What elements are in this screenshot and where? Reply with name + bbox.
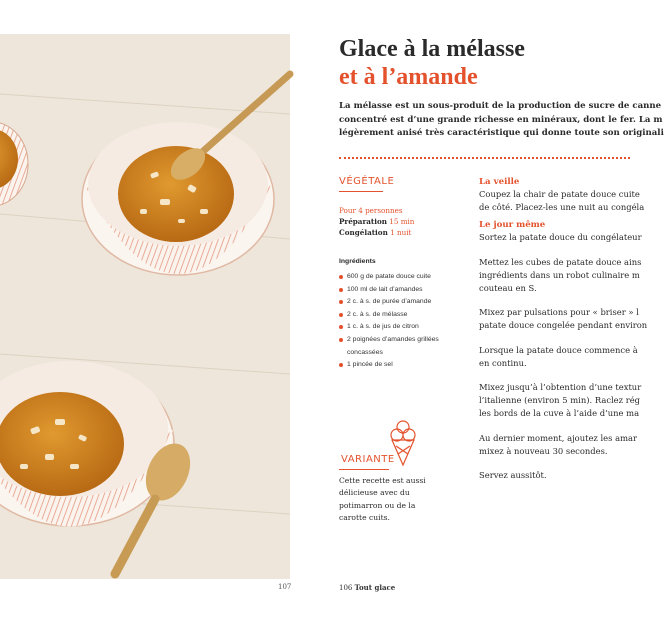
intro-line: La mélasse est un sous-produit de la production de sucre de canne [339,101,662,111]
step-line: de côté. Placez-les une nuit au congéla [479,202,645,213]
step-line: mixez à nouveau 30 secondes. [479,445,608,456]
recipe-subtitle: et à l’amande [339,64,478,90]
freeze-time [339,227,414,238]
recipe-photo [0,34,290,579]
step-line: Mettez les cubes de patate douce ains [479,256,642,267]
ingredients-heading: Ingrédients [339,258,376,265]
variant-underline [339,469,389,470]
prep-time [339,216,414,227]
page-number-right: 106 [339,584,353,592]
variant-heading: VARIANTE [341,454,395,465]
step-line: les bords de la cuve à l’aide d’une ma [479,408,640,419]
recipe-title: Glace à la mélasse [339,36,525,62]
vegan-badge: VÉGÉTALE [339,176,395,187]
step-line: Sortez la patate douce du congélateur [479,232,642,243]
ingredient-item: 2 poignées d’amandes grillées concassées [339,334,464,359]
intro-line: légèrement anisé très caractéristique qui donne toute son originali [339,128,664,138]
step-line: ingrédients dans un robot culinaire m [479,269,640,280]
ingredient-item: 100 ml de lait d’amandes [339,284,464,297]
step-line: Servez aussitôt. [479,470,547,481]
page-footer-right [339,583,395,592]
book-title: Tout glace [354,583,396,592]
ingredient-item: 2 c. à s. de purée d’amande [339,296,464,309]
dotted-divider [339,157,630,159]
step-line: Coupez la chair de patate douce cuite [479,189,640,199]
step-line: Au dernier moment, ajoutez les amar [479,432,638,443]
ingredients-list [339,271,464,372]
instructions [479,176,648,516]
freeze-value: 1 nuit [390,228,412,237]
ingredient-item: 600 g de patate douce cuite [339,271,464,284]
step-line: Mixez par pulsations pour « briser » l [479,307,639,318]
step-heading-jour: Le jour même [479,220,546,231]
badge-underline [339,191,383,192]
step-line: patate douce congelée pendant environ [479,320,648,331]
ice-cream-bowls-illustration [0,34,290,579]
recipe-meta [339,205,414,238]
intro-line: concentré est d’une grande richesse en minéraux, dont le fer. La m [339,114,663,125]
freeze-label: Congélation [339,228,388,237]
servings: Pour 4 personnes [339,206,403,215]
step-line: en continu. [479,357,527,368]
prep-label: Préparation [339,217,387,226]
ingredient-item: 2 c. à s. de mélasse [339,309,464,322]
ingredient-item: 1 pincée de sel [339,359,464,372]
step-line: l’italienne (environ 5 min). Raclez rég [479,395,641,406]
step-line: Lorsque la patate douce commence à [479,344,638,355]
step-line: couteau en S. [479,283,537,294]
intro-paragraph [339,100,664,144]
variant-text: Cette recette est aussi délicieuse avec du potimarron ou de la carotte cuits. [339,476,426,522]
ingredient-item: 1 c. à s. de jus de citron [339,321,464,334]
step-line: Mixez jusqu’à l’obtention d’une textur [479,382,642,393]
step-heading-veille: La veille [479,177,520,187]
prep-value: 15 min [389,217,415,226]
page-number-left: 107 [278,583,292,591]
